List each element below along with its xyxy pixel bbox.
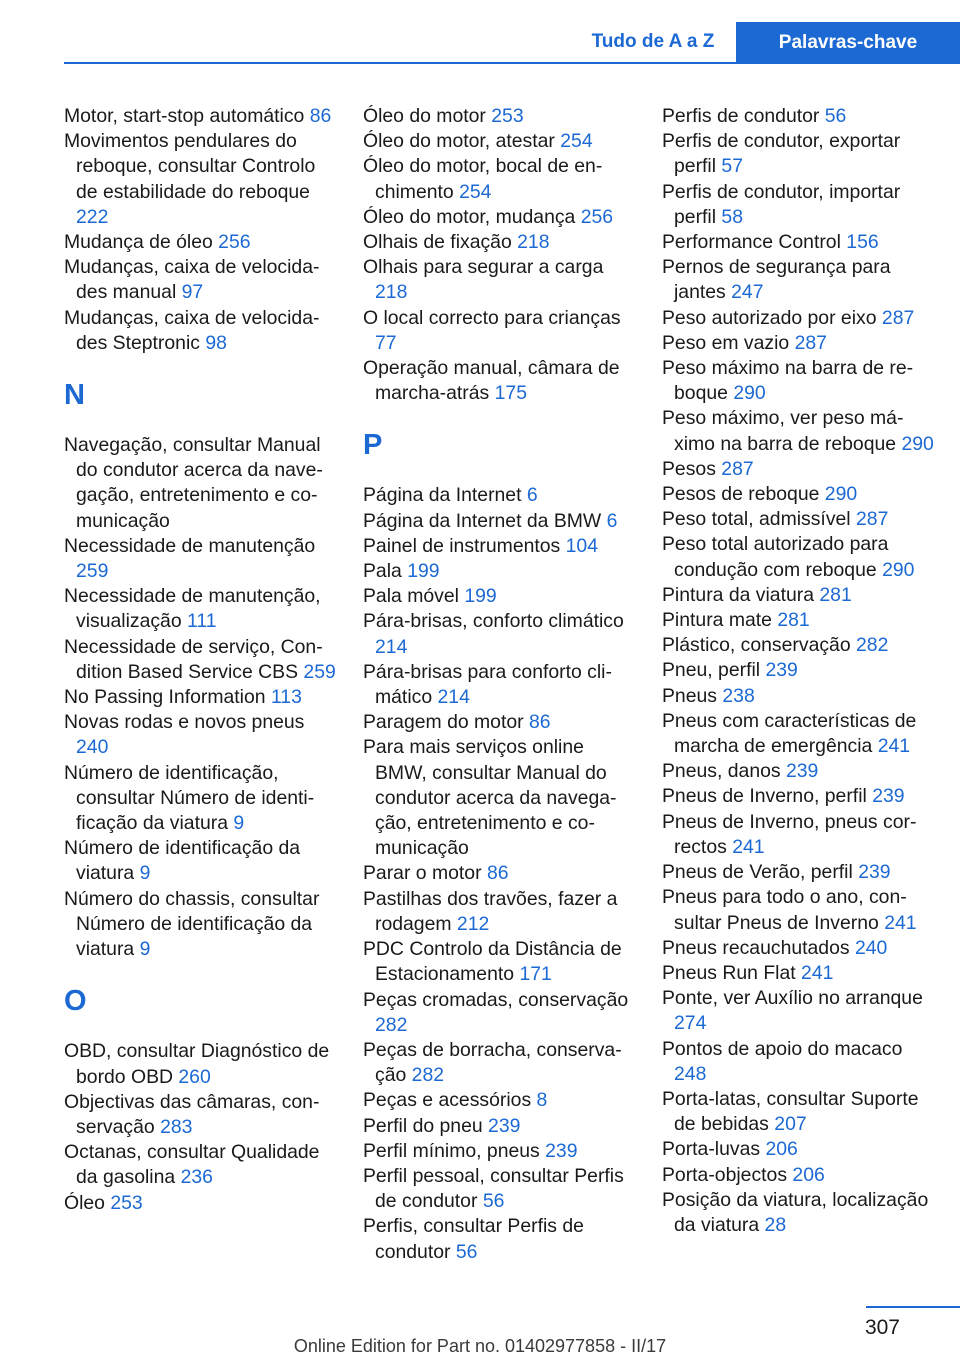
index-entry [662,961,934,986]
index-entry [64,104,336,129]
index-entry-text: Porta-latas, consultar Suporte de bebidas [662,1087,919,1136]
page-link[interactable]: 241 [801,961,834,984]
page-link[interactable]: 6 [606,509,618,532]
page-link[interactable]: 240 [854,936,888,959]
page-link[interactable]: 222 [76,205,109,228]
page-link[interactable]: 156 [846,231,879,254]
page-link[interactable]: 282 [856,634,889,657]
index-entry-text: Óleo do motor, bocal de enchimento [363,155,603,203]
index-entry [363,660,635,710]
index-entry-text: Pesos [662,457,722,480]
page-link[interactable]: 9 [233,812,245,835]
page-link[interactable]: 212 [456,912,490,935]
index-entry-text: Perfil do pneu [363,1114,489,1137]
page-link[interactable]: 260 [178,1065,211,1088]
page-number: 307 [864,1316,900,1339]
page-link[interactable]: 6 [526,484,538,507]
index-entry-text: Plástico, conservação [662,634,857,657]
index-entry [662,1137,934,1162]
index-entry [363,559,635,584]
page-link[interactable]: 281 [777,609,810,632]
tab-palavras-chave[interactable]: Palavras-chave [736,22,960,64]
page-link[interactable]: 8 [536,1089,548,1112]
page-link[interactable]: 253 [110,1191,143,1214]
page-link[interactable]: 199 [407,560,440,583]
index-entry-text: Número de identificação, consultar Número de identificação da viatura [64,761,315,835]
page-link[interactable]: 171 [519,963,552,986]
index-entry [64,836,336,886]
index-entry [662,583,934,608]
index-entry [363,1038,635,1088]
index-entry-text: Pontos de apoio do macaco [662,1037,903,1060]
index-entry [363,356,635,406]
index-entry [363,534,635,559]
index-entry [662,633,934,658]
index-entry [363,483,635,508]
index-entry [363,104,635,129]
page-link[interactable]: 239 [488,1114,521,1137]
page-link[interactable]: 218 [517,231,550,254]
index-entry-text: Perfis de condutor [662,105,825,127]
index-entry-text: Pneus Run Flat [662,961,802,984]
index-entry [64,1191,336,1216]
index-entry [662,885,934,935]
index-entry-text: Peças de borracha, conservação [363,1038,622,1087]
index-entry [662,784,934,809]
index-entry [662,1188,934,1238]
index-entry-text: Posição da viatura, localização da viatura [662,1188,929,1236]
index-entry [662,532,934,582]
page-link[interactable]: 283 [160,1115,193,1138]
page-link[interactable]: 56 [455,1240,478,1263]
index-entry-text: Necessidade de serviço, Condition Based Service CBS [64,635,323,683]
index-entry [363,937,635,987]
index-entry-text: Pintura mate [662,609,778,632]
page-link[interactable]: 259 [303,660,336,683]
index-entry-text: Óleo do motor, mudança [363,205,581,228]
index-entry [662,331,934,356]
page-link[interactable]: 287 [794,331,827,354]
index-entry [363,861,635,886]
index-entry-text: Pneus recauchutados [662,936,855,959]
index-entry-text: Painel de instrumentos [363,534,566,557]
index-entry [363,1088,635,1113]
index-entry [363,255,635,305]
index-entry-text: Parar o motor [363,862,487,885]
index-entry-text: Óleo [64,1191,111,1214]
page-link[interactable]: 287 [881,306,915,329]
index-entry-text: O local correcto para crianças [363,306,621,329]
index-entry [662,810,934,860]
page-link[interactable]: 241 [884,911,917,934]
index-entry-text: Peso autorizado por eixo [662,306,882,329]
index-entry [662,507,934,532]
index-entry [662,684,934,709]
index-entry-text: Pára-brisas, conforto climático [363,610,624,633]
page-link[interactable]: 206 [792,1163,825,1186]
page-link[interactable]: 287 [856,508,889,531]
page-link[interactable]: 206 [765,1138,798,1161]
index-entry [64,255,336,305]
index-entry-text: Peso em vazio [662,331,795,354]
page-link[interactable]: 248 [674,1062,707,1085]
index-column-1 [64,104,336,1216]
index-entry-text: Olhais para segurar a carga [363,256,604,279]
page-link[interactable]: 218 [375,281,408,304]
index-entry-text: Paragem do motor [363,711,529,734]
index-entry [64,129,336,230]
page-link[interactable]: 98 [205,331,227,354]
tab-tudo-de-a-a-z[interactable]: Tudo de A a Z [591,31,715,52]
index-entry [662,759,934,784]
page-link[interactable]: 240 [76,736,109,759]
page-link[interactable]: 111 [187,610,217,633]
index-entry-text: Peças cromadas, conservação [363,988,629,1011]
index-entry-text: Peso máximo na barra de reboque [662,357,914,405]
index-entry [363,584,635,609]
index-entry [363,509,635,534]
page-link[interactable]: 281 [819,583,852,606]
index-entry-text: Página da Internet da BMW [363,509,607,532]
page-link[interactable]: 239 [785,760,819,783]
index-entry [363,1114,635,1139]
index-entry-text: Óleo do motor, atestar [363,130,561,153]
index-entry [662,1163,934,1188]
page-link[interactable]: 253 [491,105,524,127]
index-entry [64,1039,336,1089]
footer-rule [866,1306,960,1308]
page-link[interactable]: 175 [494,382,527,405]
page-link[interactable]: 290 [882,558,915,581]
index-entry-text: Mudança de óleo [64,231,219,254]
page-link[interactable]: 58 [721,205,743,228]
index-entry [64,230,336,255]
index-entry [662,860,934,885]
page-link[interactable]: 259 [76,560,109,583]
page-link[interactable]: 113 [270,686,302,709]
page-link[interactable]: 282 [411,1064,445,1087]
index-entry [64,635,336,685]
index-entry [662,255,934,305]
page-link[interactable]: 97 [181,281,204,304]
page-link[interactable]: 239 [545,1139,578,1162]
index-entry [662,180,934,230]
index-entry [64,306,336,356]
index-entry-text: Perfis, consultar Perfis de condutor [363,1215,584,1263]
index-entry-text: Óleo do motor [363,105,492,127]
index-entry [662,986,934,1036]
page-link[interactable]: 77 [375,331,397,354]
index-entry [363,1164,635,1214]
index-entry [363,306,635,356]
index-entry [64,710,336,760]
index-entry-text: Peso total, admissível [662,508,856,531]
index-entry [662,406,934,456]
page-link[interactable]: 282 [375,1013,408,1036]
index-entry-text: Necessidade de manutenção, visualização [64,585,321,633]
index-entry [363,154,635,204]
index-entry-text: Mudanças, caixa de velocidades manual [64,256,320,304]
index-entry-text: Número do chassis, consultar Número de identificação da viatura [64,887,320,961]
page-link[interactable]: 239 [858,861,891,884]
index-entry [64,1090,336,1140]
page-link[interactable]: 28 [764,1213,787,1236]
index-entry [662,1087,934,1137]
page-link[interactable]: 56 [824,105,847,127]
page-link[interactable]: 86 [309,105,332,127]
index-letter-heading: P [363,429,383,462]
index-entry [363,129,635,154]
index-entry [662,104,934,129]
index-entry [363,1214,635,1264]
index-entry-text: Pneu, perfil [662,659,766,682]
index-entry-text: Peças e acessórios [363,1089,537,1112]
index-entry [662,936,934,961]
index-entry [64,887,336,963]
index-entry-text: Movimentos pendulares do reboque, consultar Controlo de estabilidade do reboque [64,130,316,203]
index-entry-text: Pernos de segurança para jantes [662,256,891,304]
index-entry-text: Pala móvel [363,585,465,608]
index-entry-text: Motor, start-stop automático [64,105,310,127]
index-entry [64,761,336,837]
index-entry-text: Porta-objectos [662,1163,793,1186]
page-link[interactable]: 236 [180,1166,213,1189]
page-link[interactable]: 239 [765,659,798,682]
index-entry-text: Pneus para todo o ano, consultar Pneus de Inverno [662,886,907,934]
page-link[interactable]: 287 [721,457,754,480]
index-entry-text: Perfis de condutor, exportar perfil [662,130,901,178]
index-entry [64,534,336,584]
index-column-2 [363,104,635,1265]
index-entry [64,433,336,534]
index-letter-heading: N [64,379,85,412]
page-link[interactable]: 199 [464,585,497,608]
index-entry [363,710,635,735]
page-link[interactable]: 104 [565,534,598,557]
page-link[interactable]: 57 [721,155,743,178]
index-entry [64,685,336,710]
index-entry-text: Peso total autorizado para condução com reboque [662,533,889,581]
index-entry [662,129,934,179]
index-entry [662,608,934,633]
index-entry [363,230,635,255]
index-entry-text: Performance Control [662,231,847,254]
index-entry-text: Pneus, danos [662,760,786,783]
index-entry-text: Novas rodas e novos pneus [64,711,305,734]
index-entry-text: Porta-luvas [662,1138,766,1161]
page-link[interactable]: 239 [872,785,905,808]
page-link[interactable]: 290 [901,432,934,455]
index-entry [662,356,934,406]
index-column-3 [662,104,934,1238]
page-link[interactable]: 256 [218,231,251,254]
index-entry [662,306,934,331]
index-entry-text: Operação manual, câmara de marcha-atrás [363,357,620,405]
page-link[interactable]: 256 [580,205,614,228]
index-letter-heading: O [64,985,87,1018]
index-entry [662,709,934,759]
header-rule [64,62,960,64]
index-entry-text: Olhais de fixação [363,231,518,254]
page-link[interactable]: 241 [732,835,765,858]
edition-footer: Online Edition for Part no. 01402977858 - II/17 [293,1336,667,1356]
page-link[interactable]: 56 [482,1190,505,1213]
index-entry [64,1140,336,1190]
page-link[interactable]: 238 [722,684,755,707]
index-entry-text: Pneus de Verão, perfil [662,861,859,884]
index-entry [363,735,635,861]
index-entry [363,988,635,1038]
page-link[interactable]: 274 [674,1012,707,1035]
index-entry-text: Objectivas das câmaras, conservação [64,1090,320,1138]
index-entry-text: Pneus de Inverno, perfil [662,785,873,808]
index-entry [363,205,635,230]
index-entry-text: Pesos de reboque [662,483,825,506]
index-entry-text: PDC Controlo da Distância de Estacionamento [363,938,622,986]
index-entry-text: Número de identificação da viatura [64,837,301,885]
index-entry-text: Perfis de condutor, importar perfil [662,180,901,228]
index-entry [662,230,934,255]
index-entry-text: Pala [363,560,408,583]
index-entry-text: Para mais serviços online BMW, consultar Manual do condutor acerca da navegação, entretenimento e comunicação [363,736,617,860]
index-entry-text: Pintura da viatura [662,583,820,606]
index-entry [662,482,934,507]
index-entry-text: Perfil pessoal, consultar Perfis de condutor [363,1164,624,1213]
page-link[interactable]: 9 [139,938,151,961]
index-entry-text: Ponte, ver Auxílio no arranque [662,987,923,1010]
page-link[interactable]: 247 [731,281,764,304]
page-link[interactable]: 214 [375,635,408,658]
page-link[interactable]: 86 [486,862,509,885]
index-entry-text: Octanas, consultar Qualidade da gasolina [64,1141,320,1189]
index-entry [662,457,934,482]
index-entry [64,584,336,634]
page-link[interactable]: 254 [560,130,593,153]
index-entry-text: Perfil mínimo, pneus [363,1139,546,1162]
index-entry-text: Pastilhas dos travões, fazer a rodagem [363,887,618,935]
index-entry-text: OBD, consultar Diagnóstico de bordo OBD [64,1040,330,1088]
page-link[interactable]: 290 [733,382,766,405]
page-link[interactable]: 214 [437,686,470,709]
index-entry-text: No Passing Information [64,686,271,709]
index-entry [363,887,635,937]
page-link[interactable]: 254 [459,180,492,203]
index-entry-text: Navegação, consultar Manual do condutor acerca da navegação, entretenimento e comunicação [64,434,323,532]
index-entry-text: Pára-brisas para conforto climático [363,660,612,709]
index-entry-text: Pneus de Inverno, pneus correctos [662,810,917,858]
index-entry [363,609,635,659]
page-link[interactable]: 241 [877,735,911,758]
page-link[interactable]: 207 [774,1113,807,1136]
index-entry-text: Necessidade de manutenção [64,534,316,557]
index-entry-text: Página da Internet [363,484,527,507]
page-link[interactable]: 9 [139,862,151,885]
index-entry [662,658,934,683]
index-entry [662,1037,934,1087]
index-entry-text: Mudanças, caixa de velocidades Steptronic [64,306,320,354]
page-link[interactable]: 86 [528,711,551,734]
index-entry [363,1139,635,1164]
index-entry-text: Peso máximo, ver peso máximo na barra de reboque [662,407,904,455]
page-link[interactable]: 290 [824,483,858,506]
index-entry-text: Pneus com características de marcha de emergência [662,709,917,758]
index-entry-text: Pneus [662,684,723,707]
